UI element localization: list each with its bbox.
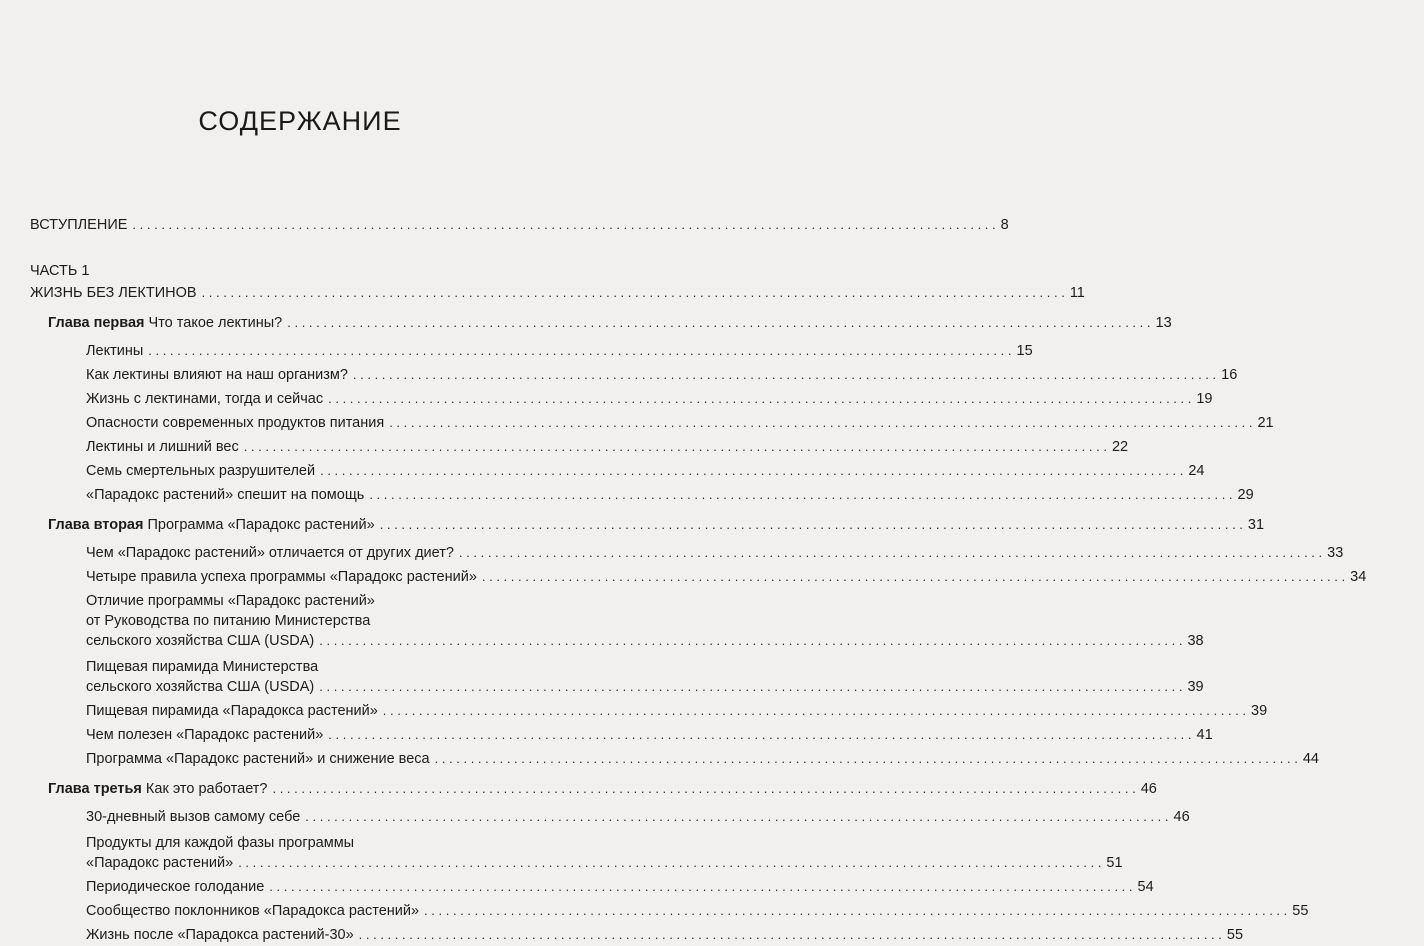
page-number: 41 <box>1196 727 1213 743</box>
page-number: 33 <box>1327 545 1344 561</box>
toc-entry-ch3-1[interactable] <box>0 806 1190 828</box>
part-label: ЧАСТЬ 1 <box>30 263 90 279</box>
dot-leader <box>424 900 1287 922</box>
page-number: 24 <box>1188 463 1205 479</box>
page-title: СОДЕРЖАНИЕ <box>198 106 402 136</box>
page-number: 51 <box>1106 855 1123 871</box>
toc-entry-title: «Парадокс растений» спешит на помощь <box>86 487 365 503</box>
page-number: 29 <box>1237 487 1254 503</box>
toc-entry-ch3[interactable] <box>0 778 1157 800</box>
toc-entry-ch2-4b[interactable] <box>0 676 1204 698</box>
dot-leader <box>328 388 1191 410</box>
page-number: 8 <box>1000 217 1009 233</box>
dot-leader <box>389 412 1252 434</box>
toc-entry-title: Четыре правила успеха программы «Парадокс растений» <box>86 569 477 585</box>
page-number: 46 <box>1173 809 1190 825</box>
toc-entry-ch1-2[interactable] <box>0 364 1238 386</box>
page-number: 31 <box>1247 517 1265 533</box>
dot-leader <box>287 312 1150 334</box>
dot-leader <box>369 484 1232 506</box>
toc-entry-title: Периодическое голодание <box>86 879 265 895</box>
toc-entry-intro[interactable] <box>0 214 1009 236</box>
toc-entry-title: Жизнь с лектинами, тогда и сейчас <box>86 391 324 407</box>
toc-entry-title: «Парадокс растений» <box>86 855 234 871</box>
toc-entry-title: ВСТУПЛЕНИЕ <box>30 217 128 233</box>
dot-leader <box>238 852 1101 874</box>
dot-leader <box>132 214 995 236</box>
toc-entry-title: Семь смертельных разрушителей <box>86 463 316 479</box>
dot-leader <box>202 282 1065 304</box>
toc-entry-line: Продукты для каждой фазы программы <box>86 835 355 851</box>
dot-leader <box>320 460 1183 482</box>
toc-entry-title: сельского хозяйства США (USDA) <box>86 633 315 649</box>
toc-entry-ch3-4[interactable] <box>0 900 1309 922</box>
page-number: 21 <box>1257 415 1274 431</box>
toc-entry-title <box>48 312 282 334</box>
toc-entry-title: Чем полезен «Парадокс растений» <box>86 727 324 743</box>
page-number: 15 <box>1016 343 1033 359</box>
page-number: 19 <box>1196 391 1213 407</box>
chapter-title: Что такое лектины? <box>144 315 283 331</box>
toc-entry-ch1-3[interactable] <box>0 388 1213 410</box>
dot-leader <box>319 676 1182 698</box>
toc-entry-ch2-1[interactable] <box>0 542 1344 564</box>
dot-leader <box>319 630 1182 652</box>
page-number: 16 <box>1221 367 1238 383</box>
toc-entry-title: Лектины <box>86 343 144 359</box>
page-number: 39 <box>1187 679 1204 695</box>
dot-leader <box>148 340 1011 362</box>
toc-entry-title <box>48 778 267 800</box>
dot-leader <box>359 924 1222 946</box>
toc-entry-ch1-1[interactable] <box>0 340 1033 362</box>
toc-entry-title: Пищевая пирамида «Парадокса растений» <box>86 703 378 719</box>
toc-entry-line: Пищевая пирамида Министерства <box>86 659 319 675</box>
toc-entry-ch3-2b[interactable] <box>0 852 1123 874</box>
toc-entry-line: от Руководства по питанию Министерства <box>86 613 371 629</box>
page-number: 22 <box>1111 439 1129 455</box>
dot-leader <box>328 724 1191 746</box>
page-number: 44 <box>1302 751 1319 767</box>
page-number: 46 <box>1140 781 1157 797</box>
toc-entry-title <box>48 514 375 536</box>
page-number: 13 <box>1155 315 1172 331</box>
chapter-number: Глава третья <box>48 781 142 797</box>
toc-entry-ch2[interactable] <box>0 514 1265 536</box>
dot-leader <box>353 364 1216 386</box>
page-number: 11 <box>1069 285 1085 301</box>
page-number: 55 <box>1292 903 1309 919</box>
toc-entry-ch1-4[interactable] <box>0 412 1274 434</box>
dot-leader <box>482 566 1345 588</box>
dot-leader <box>305 806 1168 828</box>
toc-entry-ch1[interactable] <box>0 312 1172 334</box>
toc-entry-ch1-6[interactable] <box>0 460 1205 482</box>
page-number: 34 <box>1350 569 1367 585</box>
toc-entry-ch2-5[interactable] <box>0 700 1268 722</box>
chapter-number: Глава вторая <box>48 517 144 533</box>
page-number: 38 <box>1187 633 1204 649</box>
chapter-title: Программа «Парадокс растений» <box>143 517 375 533</box>
toc-entry-title: Жизнь после «Парадокса растений-30» <box>86 927 354 943</box>
toc-entry-title: 30-дневный вызов самому себе <box>86 809 301 825</box>
toc-entry-part1[interactable] <box>0 282 1085 304</box>
toc-entry-ch3-3[interactable] <box>0 876 1154 898</box>
chapter-title: Как это работает? <box>141 781 268 797</box>
dot-leader <box>435 748 1298 770</box>
page-number: 39 <box>1251 703 1268 719</box>
chapter-number: Глава первая <box>48 315 145 331</box>
page-number: 55 <box>1226 927 1244 943</box>
page-number: 54 <box>1137 879 1154 895</box>
toc-entry-ch3-5[interactable] <box>0 924 1244 946</box>
toc-entry-title: Лектины и лишний вес <box>86 439 239 455</box>
toc-entry-title: ЖИЗНЬ БЕЗ ЛЕКТИНОВ <box>30 285 197 301</box>
toc-entry-ch2-3c[interactable] <box>0 630 1204 652</box>
toc-entry-line: Отличие программы «Парадокс растений» <box>86 593 375 609</box>
dot-leader <box>269 876 1132 898</box>
toc-entry-ch2-6[interactable] <box>0 724 1213 746</box>
dot-leader <box>380 514 1243 536</box>
toc-entry-title: сельского хозяйства США (USDA) <box>86 679 315 695</box>
toc-entry-ch2-7[interactable] <box>0 748 1319 770</box>
dot-leader <box>272 778 1135 800</box>
dot-leader <box>383 700 1246 722</box>
toc-entry-ch2-2[interactable] <box>0 566 1367 588</box>
toc-entry-title: Программа «Парадокс растений» и снижение веса <box>86 751 430 767</box>
toc-entry-title: Чем «Парадокс растений» отличается от других диет? <box>86 545 454 561</box>
toc-entry-ch1-5[interactable] <box>0 436 1129 458</box>
toc-entry-title: Как лектины влияют на наш организм? <box>86 367 348 383</box>
toc-entry-title: Сообщество поклонников «Парадокса растений» <box>86 903 420 919</box>
toc-entry-title: Опасности современных продуктов питания <box>86 415 385 431</box>
dot-leader <box>244 436 1107 458</box>
dot-leader <box>459 542 1322 564</box>
toc-entry-ch1-7[interactable] <box>0 484 1254 506</box>
